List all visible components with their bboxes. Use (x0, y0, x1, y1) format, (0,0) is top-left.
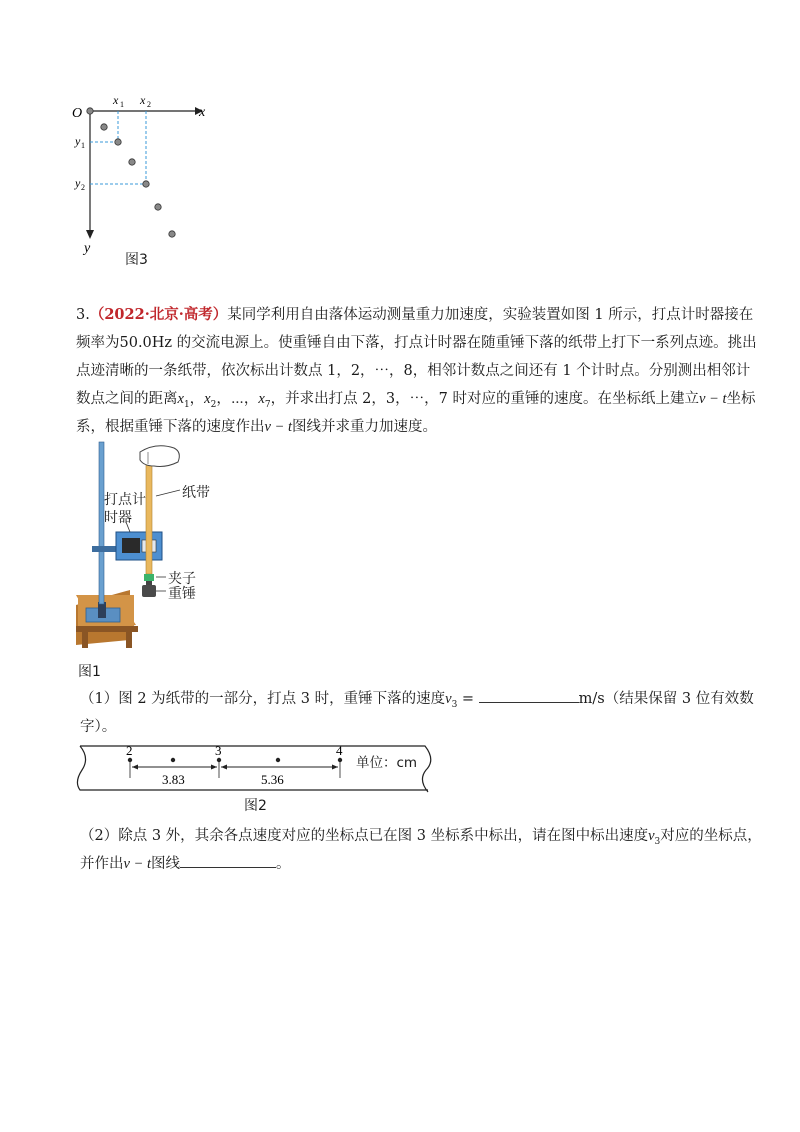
point-4-label: 4 (336, 743, 343, 758)
trajectory-dot (143, 181, 149, 187)
trajectory-dot (115, 139, 121, 145)
x-axis-label: x (199, 105, 206, 120)
label-timer-line-1: 打点计 (104, 492, 146, 508)
y-axis-arrow (86, 230, 94, 239)
y-axis-label: y (84, 241, 91, 256)
var-vt: v − t (264, 419, 292, 435)
question-text: 某同学利用自由落体运动测量重力加速度，实验装置如图 1 所示，打点计时器接在 (227, 307, 754, 323)
label-timer-line-2: 时器 (104, 510, 132, 526)
y2-sub: 2 (81, 183, 85, 192)
question-line-2: 频率为50.0Hz 的交流电源上。使重锤自由下落，打点计时器在随重锤下落的纸带上打下一系列点迹。挑出 (76, 335, 757, 351)
label-clip: 夹子 (168, 571, 196, 587)
leader-tape (156, 490, 180, 496)
timer-coil (122, 538, 140, 553)
part-2-line-2 (80, 850, 291, 878)
arrowhead (332, 765, 338, 770)
var-v3-sub: 3 (451, 699, 458, 710)
question-source: （2022·北京·高考） (89, 306, 228, 323)
figure-1-caption: 图1 (78, 664, 101, 680)
question-line-3: 点迹清晰的一条纸带，依次标出计数点 1，2，⋯，8，相邻计数点之间还有 1 个计时点。分别测出相邻计 (76, 363, 751, 379)
question-text: 系，根据重锤下落的速度作出 (76, 419, 265, 435)
part-2-text: （2）除点 3 外，其余各点速度对应的坐标点已在图 3 坐标系中标出，请在图中标出速度 (80, 828, 649, 844)
question-text: ，并求出打点 2，3，⋯，7 时对应的重锤的速度。在坐标纸上建立 (270, 391, 699, 407)
tape-dot (171, 758, 175, 762)
table-leg (82, 632, 88, 648)
arrowhead (211, 765, 217, 770)
y1-label: y (75, 134, 81, 148)
var-v3-sub: 3 (654, 836, 661, 847)
origin-label: O (72, 106, 83, 121)
figure-2-caption: 图2 (244, 798, 267, 814)
arrowhead (132, 765, 138, 770)
part-2-text: 对应的坐标点， (660, 828, 762, 844)
part-1-eq: = (457, 691, 479, 707)
trajectory-dot (129, 159, 135, 165)
point-3-label: 3 (215, 743, 222, 758)
tape-dot (276, 758, 280, 762)
var-v3: v (648, 828, 655, 844)
table-edge (76, 626, 138, 632)
question-text: ，⋯， (216, 391, 259, 407)
label-timer (104, 491, 146, 527)
unit-label: 单位：cm (356, 755, 418, 771)
question-line-1 (76, 301, 753, 329)
trajectory-dot (169, 231, 175, 237)
var-x1-sub: 1 (183, 399, 190, 410)
part-1-line-2: 字）。 (80, 719, 117, 735)
clip (144, 574, 154, 581)
part-1-text: （1）图 2 为纸带的一部分，打点 3 时，重锤下落的速度 (80, 691, 446, 707)
y1-sub: 1 (81, 141, 85, 150)
x2-sub: 2 (147, 100, 151, 109)
question-text: 图线并求重力加速度。 (292, 419, 437, 435)
label-tape: 纸带 (182, 485, 210, 501)
trajectory-dot (101, 124, 107, 130)
part-2-period: 。 (276, 856, 291, 872)
table-leg (126, 632, 132, 648)
question-line-5 (76, 413, 437, 441)
label-weight: 重锤 (168, 586, 196, 602)
var-vt: v − t (698, 391, 727, 407)
figure-3-caption: 图3 (125, 252, 148, 268)
var-x1: x (177, 391, 184, 407)
weight (142, 585, 156, 597)
answer-blank-v3[interactable] (479, 686, 579, 703)
var-v3: v (445, 691, 452, 707)
part-2-text: 并作出 (80, 856, 124, 872)
trajectory-dot (87, 108, 93, 114)
var-x7: x (258, 391, 265, 407)
part-2-text: 图线 (151, 856, 180, 872)
distance-1-label: 3.83 (162, 772, 185, 787)
question-text: ， (189, 391, 205, 407)
figure-1-apparatus (70, 440, 270, 655)
var-x7-sub: 7 (264, 399, 271, 410)
var-vt: v − t (123, 856, 151, 872)
clip-hook (146, 581, 152, 585)
x1-sub: 1 (120, 100, 124, 109)
answer-blank-graph[interactable] (180, 851, 276, 868)
question-number: 3. (76, 307, 90, 323)
question-text: 数点之间的距离 (76, 391, 178, 407)
distance-2-label: 5.36 (261, 772, 284, 787)
stand-foot (98, 602, 106, 618)
figure-3-coordinate-diagram (60, 90, 230, 270)
trajectory-dot (155, 204, 161, 210)
question-text: 坐标 (726, 391, 756, 407)
part-1-text: m/s（结果保留 3 位有效数 (578, 691, 754, 707)
x1-label: x (113, 93, 119, 107)
paper-tape (146, 456, 152, 574)
y2-label: y (75, 176, 81, 190)
point-2-label: 2 (126, 743, 133, 758)
x2-label: x (140, 93, 146, 107)
part-1-line-1 (80, 685, 754, 719)
hand (140, 446, 179, 467)
var-x2-sub: 2 (210, 399, 217, 410)
var-x2: x (204, 391, 211, 407)
arrowhead (221, 765, 227, 770)
